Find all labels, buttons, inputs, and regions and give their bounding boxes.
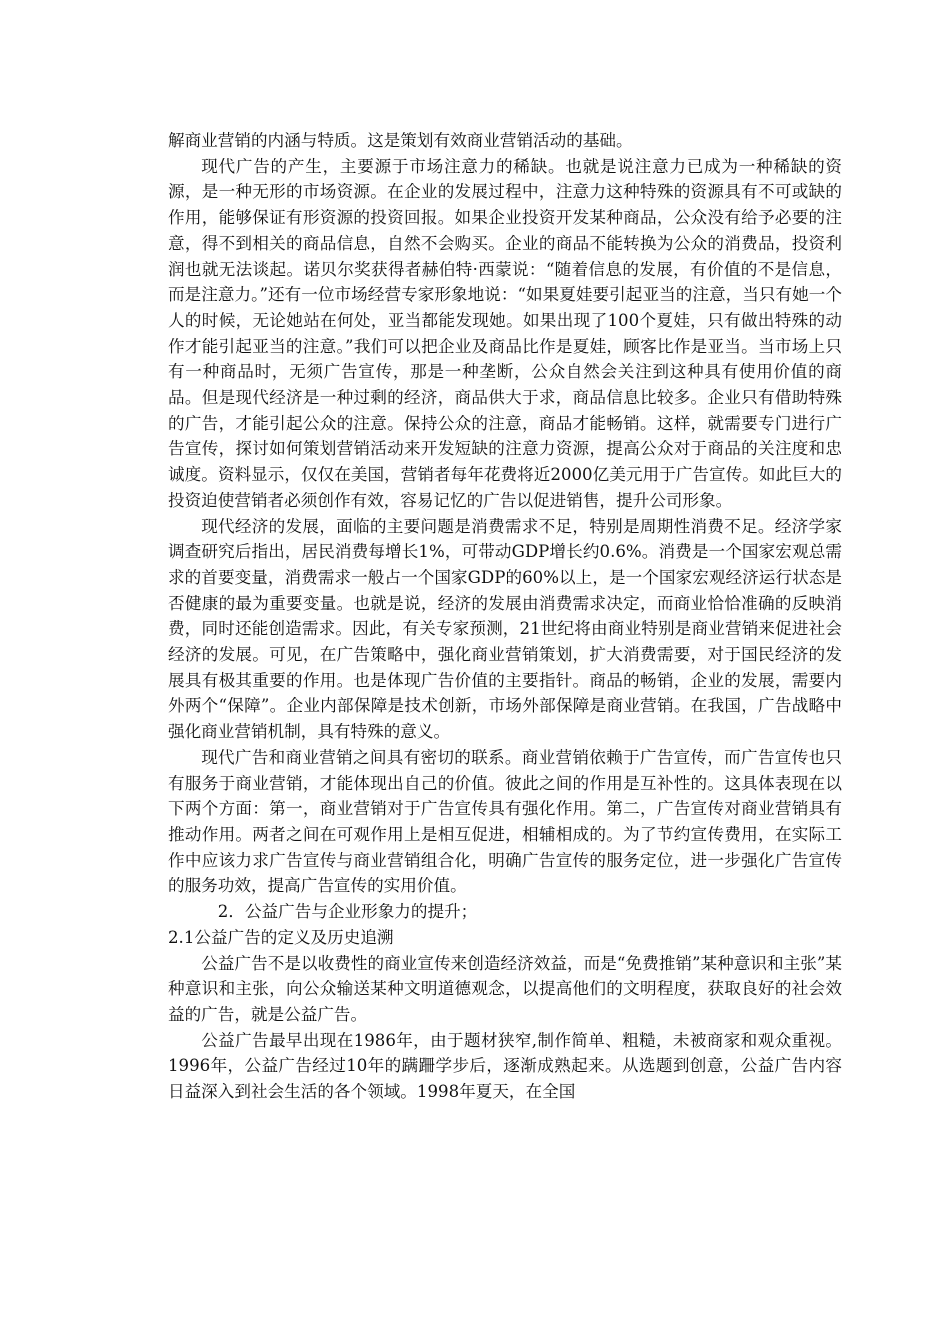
paragraph-public-ad-history: 公益广告最早出现在1986年，由于题材狭窄,制作简单、粗糙，未被商家和观众重视。1996年，公益广告经过10年的蹒跚学步后，逐渐成熟起来。从选题到创意，公益广告内容日益深入到社会生活的各个领域。1998年夏天，在全国 bbox=[168, 1030, 842, 1102]
document-body bbox=[168, 128, 842, 1105]
paragraph-attention-scarcity: 现代广告的产生，主要源于市场注意力的稀缺。也就是说注意力已成为一种稀缺的资源，是一种无形的市场资源。在企业的发展过程中，注意力这种特殊的资源具有不可或缺的作用，能够保证有形资源的投资回报。如果企业投资开发某种商品，公众没有给予必要的注意，得不到相关的商品信息，自然不会购买。企业的商品不能转换为公众的消费品，投资利润也就无法谈起。诺贝尔奖获得者赫伯特·西蒙说：“随着信息的发展，有价值的不是信息，而是注意力。”还有一位市场经营专家形象地说：“如果夏娃要引起亚当的注意，当只有她一个人的时候，无论她站在何处，亚当都能发现她。如果出现了100个夏娃，只有做出特殊的动作才能引起亚当的注意。”我们可以把企业及商品比作是夏娃，顾客比作是亚当。当市场上只有一种商品时，无须广告宣传，那是一种垄断，公众自然会关注到这种具有使用价值的商品。但是现代经济是一种过剩的经济，商品供大于求，商品信息比较多。企业只有借助特殊的广告，才能引起公众的注意。保持公众的注意，商品才能畅销。这样，就需要专门进行广告宣传，探讨如何策划营销活动来开发短缺的注意力资源，提高公众对于商品的关注度和忠诚度。资料显示，仅仅在美国，营销者每年花费将近2000亿美元用于广告宣传。如此巨大的投资迫使营销者必须创作有效，容易记忆的广告以促进销售，提升公司形象。 bbox=[168, 156, 842, 510]
subsection-heading-2-1: 2.1公益广告的定义及历史追溯 bbox=[168, 927, 394, 947]
paragraph-public-ad-definition: 公益广告不是以收费性的商业宣传来创造经济效益，而是“免费推销”某种意识和主张”某种意识和主张，向公众输送某种文明道德观念，以提高他们的文明程度，获取良好的社会效益的广告，就是公益广告。 bbox=[168, 953, 842, 1024]
paragraph-ad-marketing-relation: 现代广告和商业营销之间具有密切的联系。商业营销依赖于广告宣传，而广告宣传也只有服务于商业营销，才能体现出自己的价值。彼此之间的作用是互补性的。这具体表现在以下两个方面：第一，商业营销对于广告宣传具有强化作用。第二，广告宣传对商业营销具有推动作用。两者之间在可观作用上是相互促进，相辅相成的。为了节约宣传费用，在实际工作中应该力求广告宣传与商业营销组合化，明确广告宣传的服务定位，进一步强化广告宣传的服务功效，提高广告宣传的实用价值。 bbox=[168, 747, 842, 896]
section-heading-2: 2．公益广告与企业形象力的提升； bbox=[217, 902, 478, 922]
paragraph-consumer-demand: 现代经济的发展，面临的主要问题是消费需求不足，特别是周期性消费不足。经济学家调查研究后指出，居民消费每增长1%，可带动GDP增长约0.6%。消费是一个国家宏观总需求的首要变量，消费需求一般占一个国家GDP的60%以上，是一个国家宏观经济运行状态是否健康的最为重要变量。也就是说，经济的发展由消费需求决定，而商业恰恰准确的反映消费，同时还能创造需求。因此，有关专家预测，21世纪将由商业特别是商业营销来促进社会经济的发展。可见，在广告策略中，强化商业营销策划，扩大消费需要，对于国民经济的发展具有极其重要的作用。也是体现广告价值的主要指针。商品的畅销，企业的发展，需要内外两个“保障”。企业内部保障是技术创新，市场外部保障是商业营销。在我国，广告战略中强化商业营销机制，具有特殊的意义。 bbox=[168, 516, 842, 742]
paragraph-continuation: 解商业营销的内涵与特质。这是策划有效商业营销活动的基础。 bbox=[168, 131, 633, 150]
